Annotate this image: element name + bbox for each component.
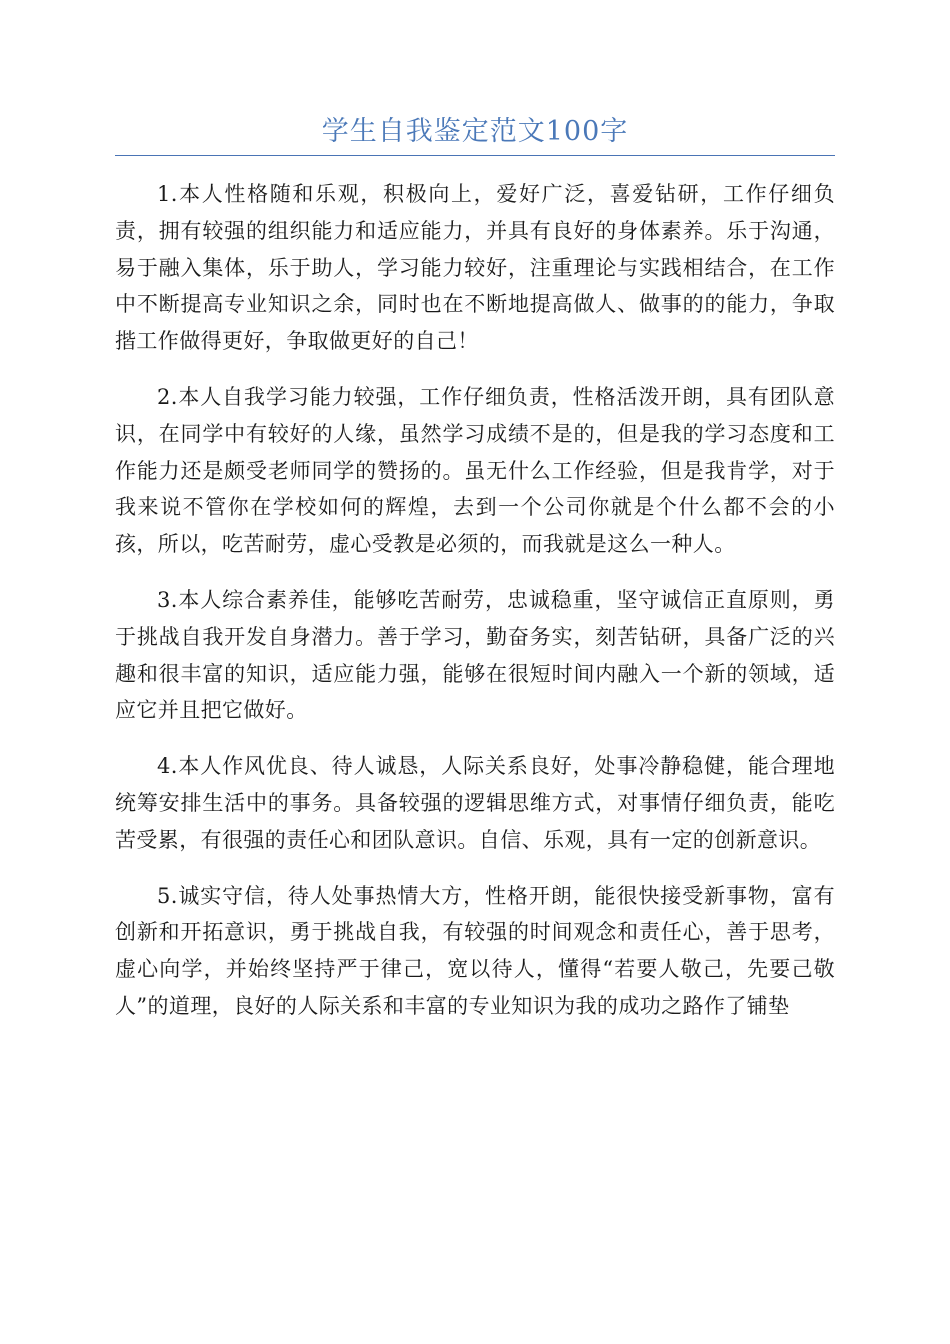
document-body <box>115 176 835 1044</box>
paragraph-3: 3.本人综合素养佳，能够吃苦耐劳，忠诚稳重，坚守诚信正直原则，勇于挑战自我开发自身潜力。善于学习，勤奋务实，刻苦钻研，具备广泛的兴趣和很丰富的知识，适应能力强，能够在很短时间内融入一个新的领域，适应它并且把它做好。 <box>115 587 835 723</box>
paragraph-4: 4.本人作风优良、待人诚恳，人际关系良好，处事冷静稳健，能合理地统筹安排生活中的事务。具备较强的逻辑思维方式，对事情仔细负责，能吃苦受累，有很强的责任心和团队意识。自信、乐观，具有一定的创新意识。 <box>115 754 835 852</box>
paragraph-1: 1.本人性格随和乐观，积极向上，爱好广泛，喜爱钻研，工作仔细负责，拥有较强的组织能力和适应能力，并具有良好的身体素养。乐于沟通，易于融入集体，乐于助人，学习能力较好，注重理论与实践相结合，在工作中不断提高专业知识之余，同时也在不断地提高做人、做事的的能力，争取揩工作做得更好，争取做更好的自己！ <box>115 182 835 354</box>
paragraph-5: 5.诚实守信，待人处事热情大方，性格开朗，能很快接受新事物，富有创新和开拓意识，勇于挑战自我，有较强的时间观念和责任心，善于思考，虚心向学，并始终坚持严于律己，宽以待人，懂得“若要人敬己，先要己敬人”的道理，良好的人际关系和丰富的专业知识为我的成功之路作了铺垫 <box>115 883 835 1018</box>
title-container <box>115 112 835 152</box>
title-underline <box>115 155 835 156</box>
paragraph-2: 2.本人自我学习能力较强，工作仔细负责，性格活泼开朗，具有团队意识，在同学中有较好的人缘，虽然学习成绩不是的，但是我的学习态度和工作能力还是颇受老师同学的赞扬的。虽无什么工作经验，但是我肯学，对于我来说不管你在学校如何的辉煌，去到一个公司你就是个什么都不会的小孩，所以，吃苦耐劳，虚心受教是必须的，而我就是这么一种人。 <box>115 384 835 557</box>
document-title: 学生自我鉴定范文100字 <box>321 116 629 147</box>
